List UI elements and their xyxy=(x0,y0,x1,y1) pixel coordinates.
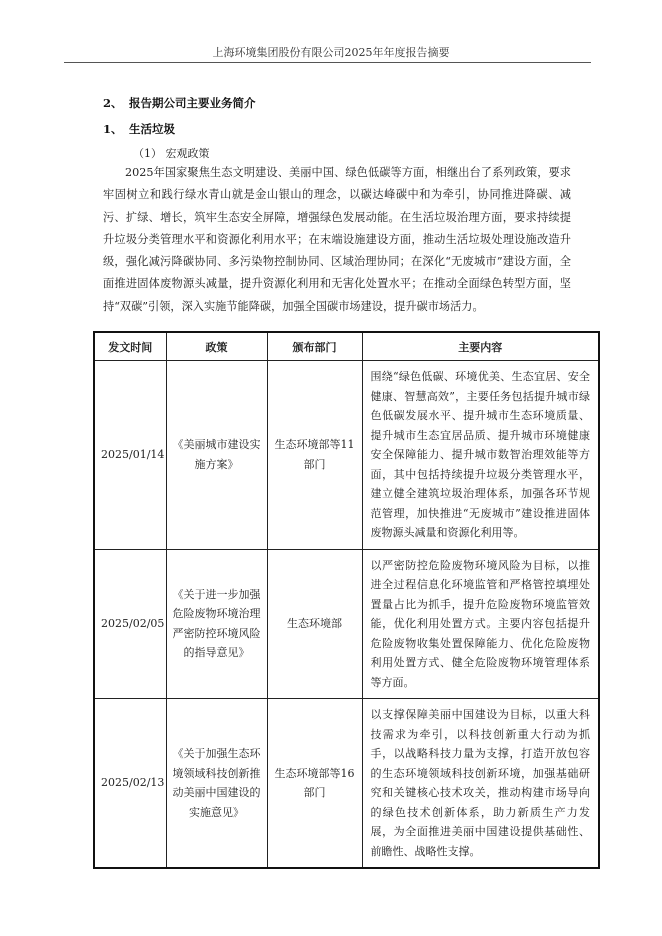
column-header: 政策 xyxy=(166,332,267,361)
subsection-title: 生活垃圾 xyxy=(129,122,176,136)
department-cell: 生态环境部等11部门 xyxy=(267,361,362,550)
department-cell: 生态环境部 xyxy=(267,549,362,699)
column-header: 发文时间 xyxy=(94,332,166,361)
policy-cell: 《关于加强生态环境领域科技创新推动美丽中国建设的实施意见》 xyxy=(166,699,267,869)
item-heading: （1） 宏观政策 xyxy=(133,147,210,160)
body-paragraph: 2025年国家聚焦生态文明建设、美丽中国、绿色低碳等方面，相继出台了系列政策，要求牢固树立和践行绿水青山就是金山银山的理念，以碳达峰碳中和为牵引，协同推进降碳、减污、扩绿、增长，筑牢生态安全屏障，增强绿色发展动能。在生活垃圾治理方面，要求持续提升垃圾分类管理水平和资源化利用水平；在末端设施建设方面，推动生活垃圾处理设施改造升级，强化减污降碳协同、多污染物控制协同、区域治理协同；在深化“无废城市”建设方面，全面推进固体废物源头减量，提升资源化利用和无害化处置水平；在推动全面绿色转型方面，坚持“双碳”引领，深入实施节能降碳，加强全国碳市场建设，提升碳市场活力。 xyxy=(103,166,571,313)
section-number: 2、 xyxy=(103,96,123,110)
subsection-number: 1、 xyxy=(103,122,123,136)
policy-cell: 《美丽城市建设实施方案》 xyxy=(166,361,267,550)
policy-cell: 《关于进一步加强危险废物环境治理 严密防控环境风险的指导意见》 xyxy=(166,549,267,699)
content-cell: 围绕“绿色低碳、环境优美、生态宜居、安全健康、智慧高效”，主要任务包括提升城市绿色低碳发展水平、提升城市生态环境质量、提升城市生态宜居品质、提升城市环境健康安全保障能力、提升城市数智治理效能等方面，其中包括持续提升垃圾分类管理水平，建立健全建筑垃圾治理体系，加强各环节规范管理，加快推进“无废城市”建设推进固体废物源头减量和资源化利用等。 xyxy=(362,361,599,550)
table-header-row xyxy=(94,332,599,361)
table-row xyxy=(94,549,599,699)
content-cell: 以支撑保障美丽中国建设为目标，以重大科技需求为牵引，以科技创新重大行动为抓手，以战略科技力量为支撑，打造开放包容的生态环境领域科技创新环境，加强基础研究和关键核心技术攻关，推动构建市场导向的绿色技术创新体系，助力新质生产力发展，为全面推进美丽中国建设提供基础性、前瞻性、战略性支撑。 xyxy=(362,699,599,869)
policy-table xyxy=(93,331,600,869)
section-title: 报告期公司主要业务简介 xyxy=(129,96,256,110)
content-cell: 以严密防控危险废物环境风险为目标，以推进全过程信息化环境监管和严格管控填埋处置量占比为抓手，提升危险废物环境监管效能，优化利用处置方式。主要内容包括提升危险废物收集处置保障能力、优化危险废物利用处置方式、健全危险废物环境管理体系等方面。 xyxy=(362,549,599,699)
table-row xyxy=(94,361,599,550)
subsection-heading xyxy=(103,121,175,137)
header-divider xyxy=(64,62,591,63)
column-header: 颁布部门 xyxy=(267,332,362,361)
section-heading xyxy=(103,95,256,111)
date-cell: 2025/02/13 xyxy=(94,699,166,869)
date-cell: 2025/02/05 xyxy=(94,549,166,699)
column-header: 主要内容 xyxy=(362,332,599,361)
page-header: 上海环境集团股份有限公司2025年年度报告摘要 xyxy=(212,46,450,59)
date-cell: 2025/01/14 xyxy=(94,361,166,550)
department-cell: 生态环境部等16部门 xyxy=(267,699,362,869)
table-row xyxy=(94,699,599,869)
